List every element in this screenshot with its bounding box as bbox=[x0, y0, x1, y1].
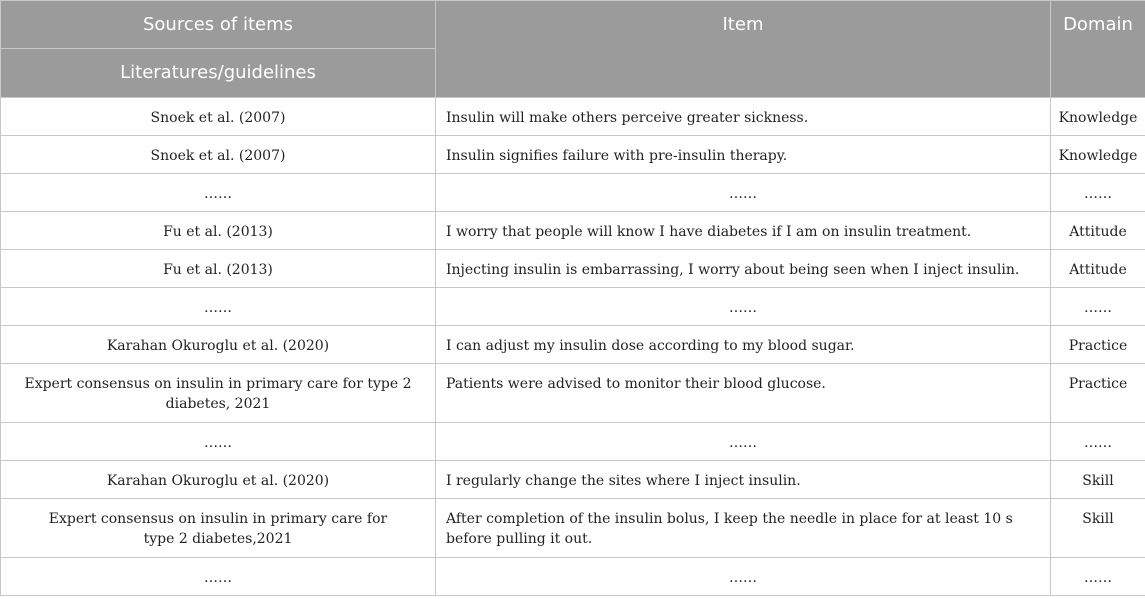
source-cell: Karahan Okuroglu et al. (2020) bbox=[1, 461, 436, 499]
source-cell: Fu et al. (2013) bbox=[1, 250, 436, 288]
table-row bbox=[1, 558, 1145, 596]
table-row bbox=[1, 212, 1145, 250]
domain-cell: Practice bbox=[1051, 364, 1145, 423]
domain-cell: Skill bbox=[1051, 461, 1145, 499]
source-cell: Expert consensus on insulin in primary care for type 2 diabetes,2021 bbox=[1, 499, 436, 558]
domain-cell: …… bbox=[1051, 558, 1145, 596]
source-cell: Fu et al. (2013) bbox=[1, 212, 436, 250]
item-cell: …… bbox=[436, 288, 1051, 326]
source-cell: Karahan Okuroglu et al. (2020) bbox=[1, 326, 436, 364]
table-row bbox=[1, 364, 1145, 423]
item-cell: …… bbox=[436, 423, 1051, 461]
domain-cell: Practice bbox=[1051, 326, 1145, 364]
table-row bbox=[1, 98, 1145, 136]
domain-cell: Knowledge bbox=[1051, 98, 1145, 136]
domain-cell: …… bbox=[1051, 288, 1145, 326]
source-cell: Snoek et al. (2007) bbox=[1, 98, 436, 136]
source-cell: …… bbox=[1, 288, 436, 326]
table-row bbox=[1, 423, 1145, 461]
table-body bbox=[1, 98, 1145, 596]
item-cell: I worry that people will know I have diabetes if I am on insulin treatment. bbox=[436, 212, 1051, 250]
table-row bbox=[1, 326, 1145, 364]
domain-cell: Attitude bbox=[1051, 250, 1145, 288]
header-domain: Domain bbox=[1051, 1, 1145, 98]
item-cell: …… bbox=[436, 558, 1051, 596]
header-item: Item bbox=[436, 1, 1051, 98]
domain-cell: …… bbox=[1051, 423, 1145, 461]
source-cell: Expert consensus on insulin in primary care for type 2 diabetes, 2021 bbox=[1, 364, 436, 423]
table-row bbox=[1, 288, 1145, 326]
table-row bbox=[1, 461, 1145, 499]
item-cell: …… bbox=[436, 174, 1051, 212]
item-cell: Insulin will make others perceive greater sickness. bbox=[436, 98, 1051, 136]
domain-cell: Attitude bbox=[1051, 212, 1145, 250]
header-literatures: Literatures/guidelines bbox=[1, 49, 436, 98]
source-cell: Snoek et al. (2007) bbox=[1, 136, 436, 174]
domain-cell: Skill bbox=[1051, 499, 1145, 558]
domain-cell: …… bbox=[1051, 174, 1145, 212]
header-sources: Sources of items bbox=[1, 1, 436, 49]
item-cell: I regularly change the sites where I inject insulin. bbox=[436, 461, 1051, 499]
item-cell: Insulin signifies failure with pre-insulin therapy. bbox=[436, 136, 1051, 174]
table-row bbox=[1, 499, 1145, 558]
domain-cell: Knowledge bbox=[1051, 136, 1145, 174]
item-cell: Injecting insulin is embarrassing, I worry about being seen when I inject insulin. bbox=[436, 250, 1051, 288]
source-cell: …… bbox=[1, 558, 436, 596]
item-cell: Patients were advised to monitor their blood glucose. bbox=[436, 364, 1051, 423]
table-header bbox=[1, 1, 1145, 98]
item-cell: I can adjust my insulin dose according to my blood sugar. bbox=[436, 326, 1051, 364]
item-cell: After completion of the insulin bolus, I keep the needle in place for at least 10 s before pulling it out. bbox=[436, 499, 1051, 558]
source-cell: …… bbox=[1, 174, 436, 212]
source-cell: …… bbox=[1, 423, 436, 461]
table-row bbox=[1, 174, 1145, 212]
table-row bbox=[1, 250, 1145, 288]
table-row bbox=[1, 136, 1145, 174]
